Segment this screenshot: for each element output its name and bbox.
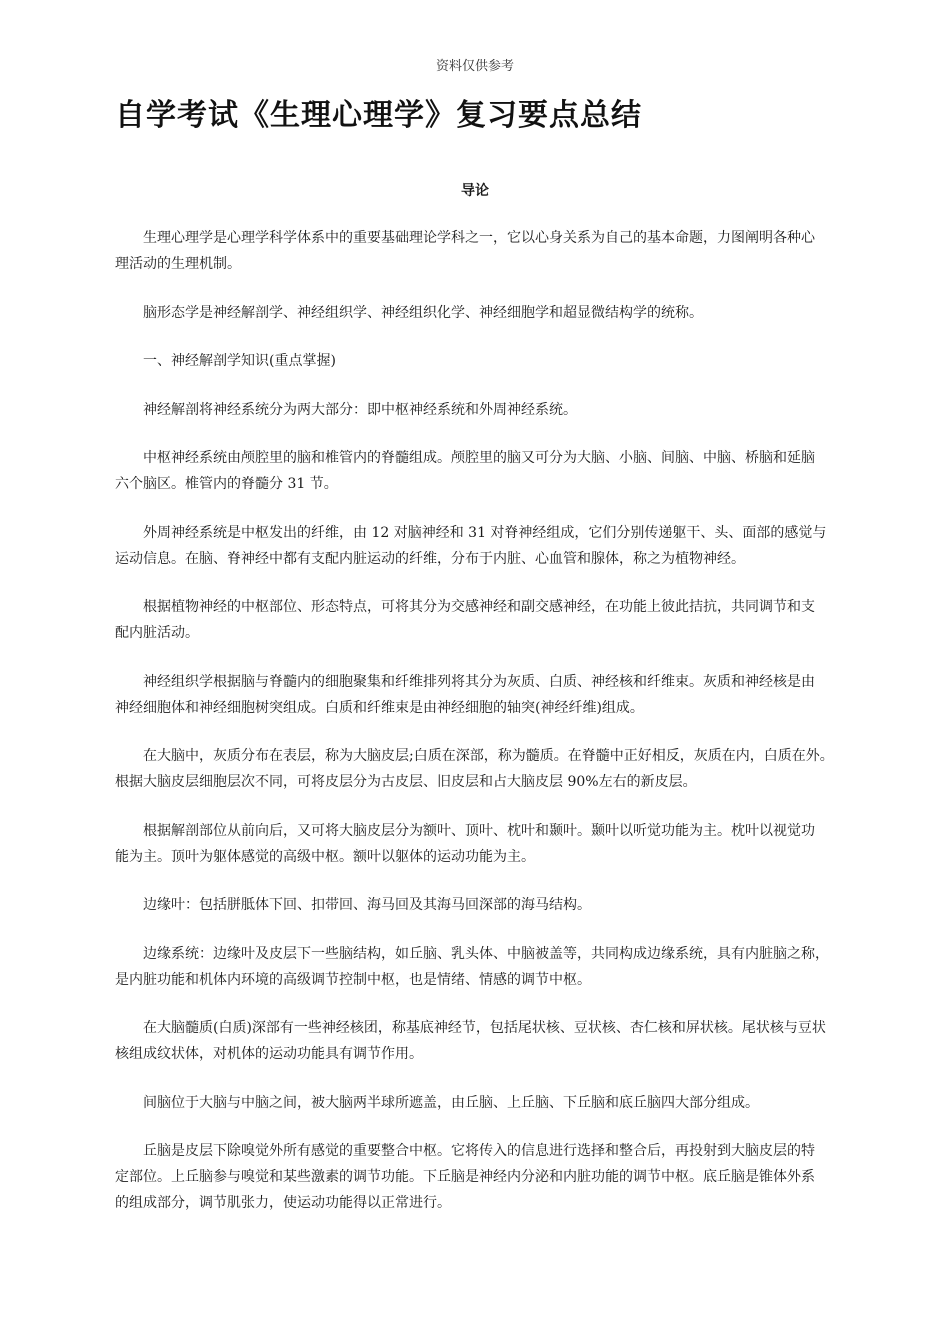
paragraph-line: 外周神经系统是中枢发出的纤维，由 12 对脑神经和 31 对脊神经组成，它们分别传递躯干、头、面部的感觉与: [143, 524, 827, 541]
paragraph: [115, 445, 845, 497]
paragraph-line: 在大脑中，灰质分布在表层，称为大脑皮层;白质在深部，称为髓质。在脊髓中正好相反，灰质在内，白质在外。: [143, 748, 834, 764]
paragraph-line: 神经组织学根据脑与脊髓内的细胞聚集和纤维排列将其分为灰质、白质、神经核和纤维束。灰质和神经核是由: [143, 673, 815, 690]
paragraph-line: 定部位。上丘脑参与嗅觉和某些激素的调节功能。下丘脑是神经内分泌和内脏功能的调节中枢。底丘脑是锥体外系: [115, 1169, 815, 1185]
paragraph: [115, 941, 845, 993]
document-title: 自学考试《生理心理学》复习要点总结: [115, 98, 642, 133]
paragraph-line: 在大脑髓质(白质)深部有一些神经核团，称基底神经节，包括尾状核、豆状核、杏仁核和屏状核。尾状核与豆状: [143, 1020, 826, 1036]
paragraph-line: 的组成部分，调节肌张力，使运动功能得以正常进行。: [115, 1195, 451, 1211]
paragraph-line: 神经细胞体和神经细胞树突组成。白质和纤维束是由神经细胞的轴突(神经纤维)组成。: [115, 699, 644, 716]
paragraph-line: 一、神经解剖学知识(重点掌握): [143, 353, 336, 369]
section-heading: 导论: [461, 183, 489, 199]
paragraph-line: 根据解剖部位从前向后，又可将大脑皮层分为额叶、顶叶、枕叶和颞叶。颞叶以听觉功能为主。枕叶以视觉功: [143, 822, 815, 839]
paragraph: [115, 1015, 845, 1067]
page-header-note: 资料仅供参考: [435, 59, 514, 74]
paragraph-line: 边缘叶：包括胼胝体下回、扣带回、海马回及其海马回深部的海马结构。: [143, 897, 591, 913]
document-body: [115, 225, 845, 1239]
paragraph-line: 根据大脑皮层细胞层次不同，可将皮层分为古皮层、旧皮层和占大脑皮层 90%左右的新皮层。: [115, 774, 697, 790]
paragraph-line: 边缘系统：边缘叶及皮层下一些脑结构，如丘脑、乳头体、中脑被盖等，共同构成边缘系统，具有内脏脑之称，: [143, 945, 829, 962]
paragraph: [115, 818, 845, 870]
paragraph-line: 根据植物神经的中枢部位、形态特点，可将其分为交感神经和副交感神经，在功能上彼此拮抗，共同调节和支: [143, 599, 815, 615]
paragraph: [115, 348, 845, 374]
paragraph: [115, 520, 845, 572]
paragraph: [115, 1138, 845, 1216]
paragraph-line: 六个脑区。椎管内的脊髓分 31 节。: [115, 476, 338, 492]
paragraph-line: 是内脏功能和机体内环境的高级调节控制中枢，也是情绪、情感的调节中枢。: [115, 971, 591, 988]
paragraph-line: 配内脏活动。: [115, 625, 199, 641]
paragraph: [115, 892, 845, 918]
paragraph-line: 神经解剖将神经系统分为两大部分：即中枢神经系统和外周神经系统。: [143, 401, 577, 418]
paragraph: [115, 225, 845, 277]
paragraph-line: 核组成纹状体，对机体的运动功能具有调节作用。: [115, 1046, 423, 1062]
paragraph-line: 运动信息。在脑、脊神经中都有支配内脏运动的纤维，分布于内脏、心血管和腺体，称之为植物神经。: [115, 550, 745, 567]
paragraph: [115, 397, 845, 423]
paragraph-line: 间脑位于大脑与中脑之间，被大脑两半球所遮盖，由丘脑、上丘脑、下丘脑和底丘脑四大部分组成。: [143, 1094, 759, 1111]
paragraph: [115, 743, 845, 795]
paragraph-line: 能为主。顶叶为躯体感觉的高级中枢。额叶以躯体的运动功能为主。: [115, 848, 535, 865]
paragraph-line: 生理心理学是心理学科学体系中的重要基础理论学科之一，它以心身关系为自己的基本命题，力图阐明各种心: [143, 230, 815, 246]
paragraph: [115, 300, 845, 326]
paragraph-line: 丘脑是皮层下除嗅觉外所有感觉的重要整合中枢。它将传入的信息进行选择和整合后，再投射到大脑皮层的特: [143, 1143, 815, 1159]
paragraph: [115, 669, 845, 721]
paragraph-line: 中枢神经系统由颅腔里的脑和椎管内的脊髓组成。颅腔里的脑又可分为大脑、小脑、间脑、中脑、桥脑和延脑: [143, 450, 815, 466]
paragraph-line: 理活动的生理机制。: [115, 256, 241, 272]
paragraph: [115, 594, 845, 646]
paragraph-line: 脑形态学是神经解剖学、神经组织学、神经组织化学、神经细胞学和超显微结构学的统称。: [143, 304, 703, 321]
paragraph: [115, 1090, 845, 1116]
